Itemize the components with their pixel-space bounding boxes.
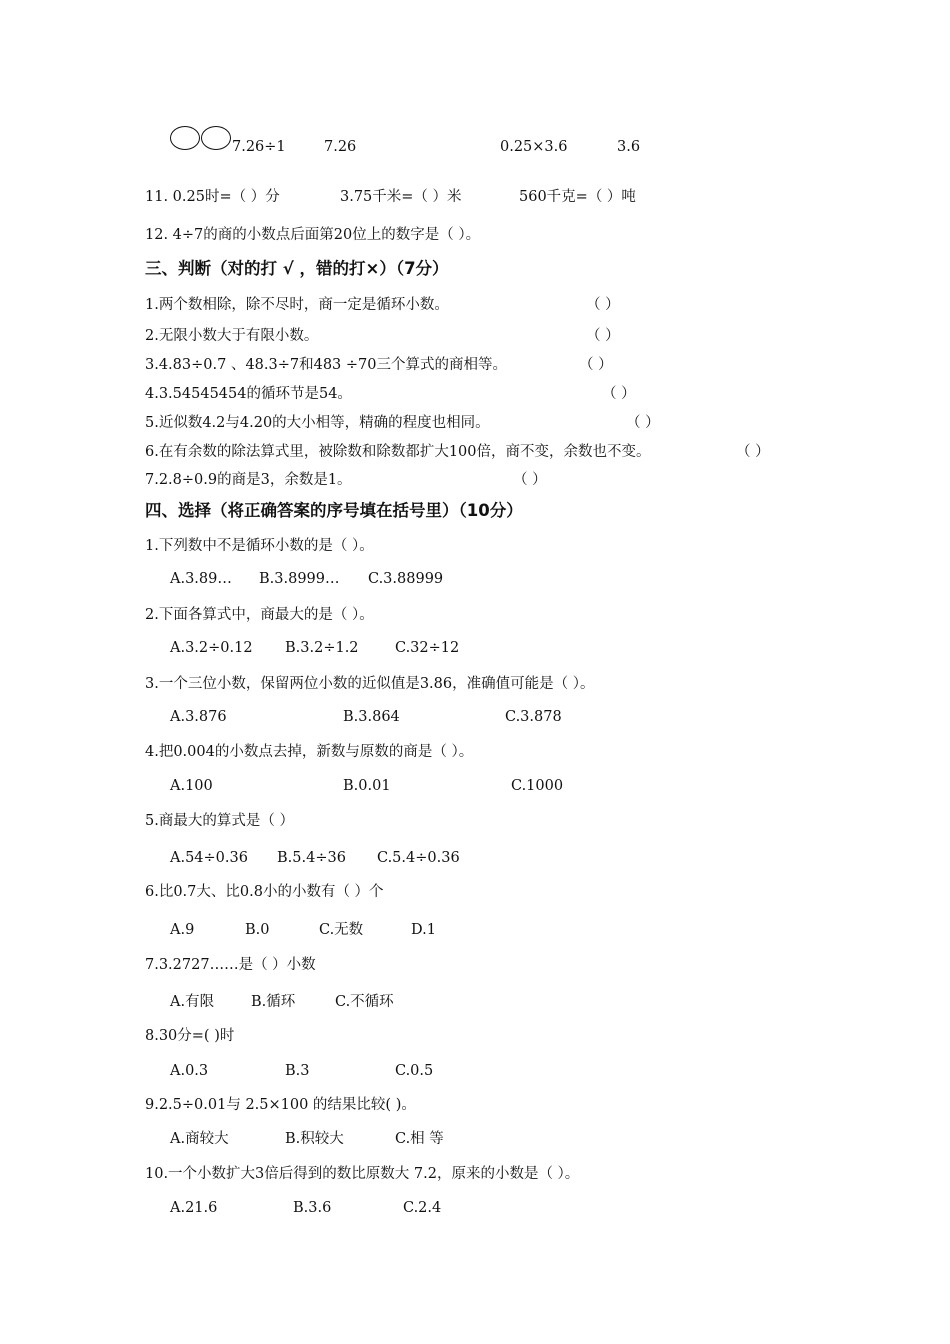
choice-2-option-a[interactable]: A.3.2÷0.12 — [170, 640, 253, 656]
judge-item-5: 5.近似数4.2与4.20的大小相等，精确的程度也相同。 — [145, 415, 490, 431]
judge-item-1: 1.两个数相除，除不尽时，商一定是循环小数。 — [145, 297, 449, 313]
section-3-title: 三、判断（对的打 √ ，错的打×）（7分） — [145, 259, 449, 278]
choice-6-option-d[interactable]: D.1 — [411, 922, 436, 938]
fill-item-11-a: 11. 0.25时=（ ）分 — [145, 189, 280, 205]
fill-item-11-c: 560千克=（ ）吨 — [519, 189, 636, 205]
choice-question-7: 7.3.2727……是（ ）小数 — [145, 957, 316, 973]
compare-right-b: 3.6 — [617, 139, 641, 155]
judge-paren-6[interactable]: （ ） — [736, 444, 770, 460]
judge-item-7: 7.2.8÷0.9的商是3，余数是1。 — [145, 472, 352, 488]
choice-8-option-b[interactable]: B.3 — [285, 1063, 310, 1079]
choice-5-option-c[interactable]: C.5.4÷0.36 — [377, 850, 460, 866]
compare-left-b: 7.26 — [324, 139, 357, 155]
choice-3-option-c[interactable]: C.3.878 — [505, 709, 562, 725]
choice-question-4: 4.把0.004的小数点去掉，新数与原数的商是（ ）。 — [145, 744, 474, 760]
choice-question-1: 1.下列数中不是循环小数的是（ ）。 — [145, 538, 374, 554]
choice-question-2: 2.下面各算式中，商最大的是（ ）。 — [145, 607, 374, 623]
choice-8-option-c[interactable]: C.0.5 — [395, 1063, 434, 1079]
choice-5-option-b[interactable]: B.5.4÷36 — [277, 850, 346, 866]
choice-10-option-b[interactable]: B.3.6 — [293, 1200, 332, 1216]
choice-4-option-c[interactable]: C.1000 — [511, 778, 564, 794]
choice-3-option-b[interactable]: B.3.864 — [343, 709, 400, 725]
judge-item-6: 6.在有余数的除法算式里，被除数和除数都扩大100倍，商不变，余数也不变。 — [145, 444, 651, 460]
choice-6-option-a[interactable]: A.9 — [170, 922, 195, 938]
choice-10-option-a[interactable]: A.21.6 — [170, 1200, 218, 1216]
judge-paren-3[interactable]: （ ） — [579, 357, 613, 373]
choice-4-option-b[interactable]: B.0.01 — [343, 778, 391, 794]
choice-2-option-b[interactable]: B.3.2÷1.2 — [285, 640, 359, 656]
judge-item-3: 3.4.83÷0.7 、48.3÷7和483 ÷70三个算式的商相等。 — [145, 357, 507, 373]
judge-paren-5[interactable]: （ ） — [626, 415, 660, 431]
choice-9-option-b[interactable]: B.积较大 — [285, 1131, 344, 1147]
judge-item-2: 2.无限小数大于有限小数。 — [145, 328, 319, 344]
section-4-title: 四、选择（将正确答案的序号填在括号里）（10分） — [145, 501, 523, 520]
choice-5-option-a[interactable]: A.54÷0.36 — [170, 850, 248, 866]
choice-question-10: 10.一个小数扩大3倍后得到的数比原数大 7.2，原来的小数是（ ）。 — [145, 1166, 580, 1182]
compare-left-a: 7.26÷1 — [232, 139, 286, 155]
choice-2-option-c[interactable]: C.32÷12 — [395, 640, 460, 656]
choice-6-option-c[interactable]: C.无数 — [319, 922, 364, 938]
choice-question-5: 5.商最大的算式是（ ） — [145, 813, 294, 829]
choice-6-option-b[interactable]: B.0 — [245, 922, 270, 938]
fill-item-12: 12. 4÷7的商的小数点后面第20位上的数字是（ ）。 — [145, 227, 481, 243]
judge-item-4: 4.3.54545454的循环节是54。 — [145, 386, 352, 402]
choice-1-option-a[interactable]: A.3.89… — [170, 571, 232, 587]
fill-item-11-b: 3.75千米=（ ）米 — [340, 189, 462, 205]
choice-9-option-c[interactable]: C.相 等 — [395, 1131, 444, 1147]
choice-7-option-a[interactable]: A.有限 — [170, 994, 215, 1010]
compare-circle-2 — [201, 126, 231, 150]
judge-paren-1[interactable]: （ ） — [586, 297, 620, 313]
choice-8-option-a[interactable]: A.0.3 — [170, 1063, 209, 1079]
choice-4-option-a[interactable]: A.100 — [170, 778, 213, 794]
choice-7-option-b[interactable]: B.循环 — [251, 994, 296, 1010]
judge-paren-4[interactable]: （ ） — [602, 386, 636, 402]
choice-7-option-c[interactable]: C.不循环 — [335, 994, 394, 1010]
choice-9-option-a[interactable]: A.商较大 — [170, 1131, 229, 1147]
choice-10-option-c[interactable]: C.2.4 — [403, 1200, 442, 1216]
judge-paren-2[interactable]: （ ） — [586, 328, 620, 344]
choice-question-8: 8.30分=( )时 — [145, 1028, 235, 1044]
choice-question-9: 9.2.5÷0.01与 2.5×100 的结果比较( )。 — [145, 1097, 416, 1113]
choice-1-option-c[interactable]: C.3.88999 — [368, 571, 444, 587]
choice-3-option-a[interactable]: A.3.876 — [170, 709, 227, 725]
choice-question-3: 3.一个三位小数，保留两位小数的近似值是3.86，准确值可能是（ ）。 — [145, 676, 595, 692]
judge-paren-7[interactable]: （ ） — [513, 472, 547, 488]
choice-1-option-b[interactable]: B.3.8999… — [259, 571, 340, 587]
compare-circle-1 — [170, 126, 200, 150]
compare-right-a: 0.25×3.6 — [500, 139, 568, 155]
choice-question-6: 6.比0.7大、比0.8小的小数有（ ）个 — [145, 884, 384, 900]
